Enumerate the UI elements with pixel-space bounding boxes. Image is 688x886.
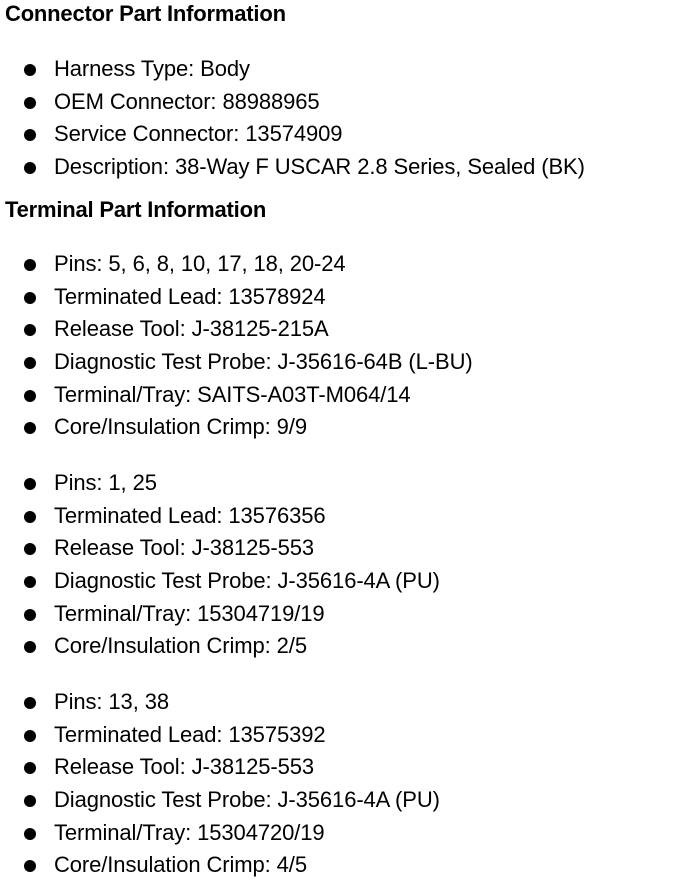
bullet-icon [24,576,36,588]
list-item-text: Terminated Lead: 13576356 [54,502,326,528]
bullet-icon [24,64,36,76]
list-item-text: Service Connector: 13574909 [54,121,343,147]
list-item-text: Core/Insulation Crimp: 9/9 [54,414,307,440]
terminal-part-information-heading: Terminal Part Information [5,197,267,222]
connector-part-information-heading: Connector Part Information [5,1,286,26]
bullet-icon [24,511,36,523]
bullet-icon [24,162,36,174]
bullet-icon [24,543,36,555]
list-item-text: Pins: 1, 25 [54,470,157,495]
bullet-icon [24,478,36,490]
list-item-text: Diagnostic Test Probe: J-35616-4A (PU) [54,787,440,813]
list-item-text: Diagnostic Test Probe: J-35616-4A (PU) [54,568,440,594]
list-item-text: Pins: 5, 6, 8, 10, 17, 18, 20-24 [54,251,346,276]
bullet-icon [24,324,36,336]
list-item-text: Core/Insulation Crimp: 2/5 [54,633,307,659]
bullet-icon [24,422,36,434]
list-item-text: OEM Connector: 88988965 [54,88,320,114]
list-item-text: Pins: 13, 38 [54,689,169,714]
list-item-text: Terminal/Tray: 15304719/19 [54,600,325,626]
bullet-icon [24,860,36,872]
list-item-text: Terminal/Tray: 15304720/19 [54,819,325,845]
list-item-text: Diagnostic Test Probe: J-35616-64B (L-BU) [54,349,473,375]
bullet-icon [24,641,36,653]
bullet-icon [24,697,36,709]
bullet-icon [24,795,36,807]
list-item-text: Terminated Lead: 13575392 [54,721,326,747]
bullet-icon [24,390,36,402]
list-item-text: Core/Insulation Crimp: 4/5 [54,852,307,878]
list-item-text: Release Tool: J-38125-553 [54,754,315,780]
bullet-icon [24,357,36,369]
bullet-icon [24,730,36,742]
list-item-text: Harness Type: Body [54,56,250,81]
list-item-text: Description: 38-Way F USCAR 2.8 Series, Sealed (BK) [54,154,585,180]
bullet-icon [24,292,36,304]
bullet-icon [24,97,36,109]
bullet-icon [24,762,36,774]
bullet-icon [24,609,36,621]
bullet-icon [24,259,36,271]
list-item-text: Terminated Lead: 13578924 [54,283,326,309]
bullet-icon [24,828,36,840]
list-item-text: Release Tool: J-38125-215A [54,316,329,342]
list-item-text: Terminal/Tray: SAITS-A03T-M064/14 [54,381,411,407]
bullet-icon [24,129,36,141]
list-item-text: Release Tool: J-38125-553 [54,535,315,561]
